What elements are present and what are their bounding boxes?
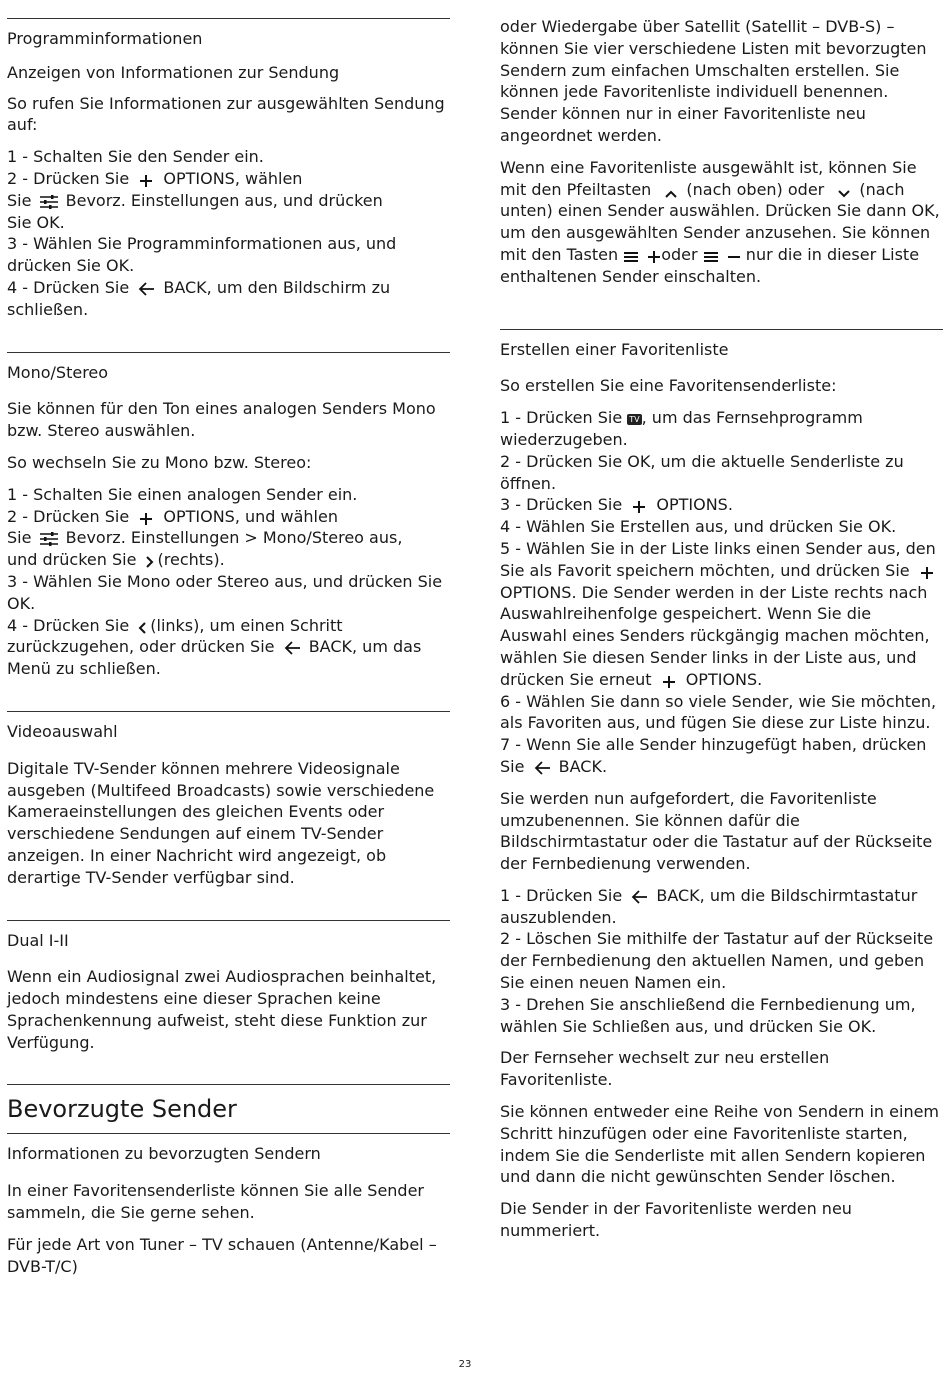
step: 3 - Wählen Sie Mono oder Stereo aus, und drücken Sie OK. (7, 571, 443, 613)
section-title-dual: Dual I-II (7, 930, 69, 950)
subsection-title: Informationen zu bevorzugten Sendern (7, 1144, 321, 1164)
chevron-up-icon (656, 179, 686, 201)
step: 4 - Drücken Sie (links), um einen Schritt zurückzugehen, oder drücken Sie BACK, um das Menü zu schließen. (7, 615, 422, 679)
paragraph: Der Fernseher wechselt zur neu erstellen Favoritenliste. (500, 1048, 830, 1090)
paragraph: Wenn ein Audiosignal zwei Audiosprachen beinhaltet, jedoch mindestens eine dieser Sprachen keine Sprachenkennung aufweist, steht diese Funktion zur Verfügung. (7, 967, 437, 1052)
settings-sliders-icon (37, 527, 61, 549)
step: 2 - Drücken Sie OPTIONS, wählen Sie Bevorz. Einstellungen aus, und drücken Sie OK. (7, 168, 383, 232)
settings-sliders-icon (37, 190, 61, 212)
step-list (7, 146, 450, 320)
step: 1 - Schalten Sie einen analogen Sender ein. (7, 484, 358, 504)
plus-icon (657, 669, 681, 691)
step: 3 - Wählen Sie Programminformationen aus, und drücken Sie OK. (7, 234, 397, 276)
paragraph: So wechseln Sie zu Mono bzw. Stereo: (7, 452, 312, 472)
paragraph: In einer Favoritensenderliste können Sie alle Sender sammeln, die Sie gerne sehen. (7, 1181, 424, 1223)
back-arrow-icon (134, 277, 158, 299)
paragraph: Sie werden nun aufgefordert, die Favoritenliste umzubenennen. Sie können dafür die Bildschirmtastatur oder die Tastatur auf der Rückseite der Fernbedienung verwenden. (500, 788, 933, 874)
paragraph: Digitale TV-Sender können mehrere Videosignale ausgeben (Multifeed Broadcasts) sowie verschiedene Kameraeinstellungen des gleichen Events oder verschiedene Sendungen auf einem TV-Sender anzeigen. In einer Nachricht wird angezeigt, ob derartige TV-Sender verfügbar sind. (7, 758, 435, 887)
plus-icon (647, 244, 661, 266)
step: 3 - Drehen Sie anschließend die Fernbedienung um, wählen Sie Schließen aus, und drücken Sie OK. (500, 994, 916, 1036)
step: 4 - Wählen Sie Erstellen aus, und drücken Sie OK. (500, 517, 897, 537)
subsection-title: Anzeigen von Informationen zur Sendung (7, 62, 340, 82)
tv-icon: TV (629, 415, 640, 425)
step: 2 - Löschen Sie mithilfe der Tastatur auf der Rückseite der Fernbedienung den aktuellen Namen, und geben Sie einen neuen Namen ein. (500, 929, 934, 993)
step: 4 - Drücken Sie BACK, um den Bildschirm zu schließen. (7, 277, 391, 319)
paragraph: So erstellen Sie eine Favoritensenderliste: (500, 376, 837, 396)
list-minus-icon (703, 244, 727, 266)
chevron-right-icon (142, 549, 158, 571)
page-number: 23 (458, 1359, 472, 1370)
step: 7 - Wenn Sie alle Sender hinzugefügt haben, drücken Sie BACK. (500, 735, 927, 776)
paragraph: Die Sender in der Favoritenliste werden neu nummeriert. (500, 1199, 852, 1241)
left-column (7, 0, 450, 1287)
chapter-title: Bevorzugte Sender (7, 1095, 237, 1124)
plus-icon (134, 168, 158, 190)
chevron-down-icon (829, 179, 859, 201)
step: 2 - Drücken Sie OPTIONS, und wählen Sie Bevorz. Einstellungen > Mono/Stereo aus, und drücken Sie (rechts). (7, 506, 403, 570)
step: 2 - Drücken Sie OK, um die aktuelle Senderliste zu öffnen. (500, 451, 904, 493)
section-title-mono-stereo: Mono/Stereo (7, 362, 109, 382)
section-title-programminformationen: Programminformationen (7, 29, 203, 48)
step-list (500, 885, 943, 1038)
plus-icon (134, 506, 158, 528)
step-list (500, 407, 943, 778)
list-plus-icon (623, 244, 647, 266)
step: 6 - Wählen Sie dann so viele Sender, wie Sie möchten, als Favoriten aus, und fügen Sie diese zur Liste hinzu. (500, 691, 937, 733)
step: 1 - Drücken Sie BACK, um die Bildschirmtastatur auszublenden. (500, 885, 918, 927)
back-arrow-icon (530, 756, 554, 778)
paragraph: So rufen Sie Informationen zur ausgewählten Sendung auf: (7, 93, 445, 135)
back-arrow-icon (627, 885, 651, 907)
paragraph: Sie können für den Ton eines analogen Senders Mono bzw. Stereo auswählen. (7, 399, 436, 441)
plus-icon (627, 494, 651, 516)
step: 5 - Wählen Sie in der Liste links einen Sender aus, den Sie als Favorit speichern möchten, und drücken Sie OPTIONS. Die Sender werden in der Liste rechts nach Auswahlreihenfolge gespeichert. Wenn Sie die Auswahl eines Senders rückgängig machen möchten, wählen Sie diesen Sender links in der Liste aus, und drücken Sie erneut OPTIONS. (500, 538, 943, 691)
step: 1 - Schalten Sie den Sender ein. (7, 147, 264, 167)
step: 1 - Drücken Sie TV , um das Fernsehprogramm wiederzugeben. (500, 408, 863, 449)
paragraph: Für jede Art von Tuner – TV schauen (Antenne/Kabel – DVB-T/C) (7, 1234, 437, 1276)
minus-icon (727, 244, 741, 266)
chevron-left-icon (134, 615, 150, 637)
section-title-erstellen: Erstellen einer Favoritenliste (500, 339, 729, 359)
paragraph: Sie können entweder eine Reihe von Sendern in einem Schritt hinzufügen oder eine Favoritenliste starten, indem Sie die Senderliste mit allen Sendern kopieren und dann die nicht gewünschten Sender löschen. (500, 1102, 940, 1187)
paragraph: oder Wiedergabe über Satellit (Satellit – DVB-S) – können Sie vier verschiedene Listen mit bevorzugten Sendern zum einfachen Umschalten erstellen. Sie können jede Favoritenliste individuell benennen. Sender können nur in einer Favoritenliste neu angeordnet werden. (500, 17, 927, 145)
step-list (7, 484, 450, 680)
plus-icon (915, 560, 939, 582)
step: 3 - Drücken Sie OPTIONS. (500, 495, 733, 515)
paragraph: Wenn eine Favoritenliste ausgewählt ist, können Sie mit den Pfeiltasten (nach oben) oder (nach unten) einen Sender auswählen. Drücken Sie dann OK, um den ausgewählten Sender anzusehen. Sie können mit den Tasten oder nur die in dieser Liste enthaltenen Sender einschalten. (500, 157, 940, 286)
right-column (500, 16, 943, 1252)
section-title-videoauswahl: Videoauswahl (7, 721, 118, 741)
back-arrow-icon (280, 636, 304, 658)
